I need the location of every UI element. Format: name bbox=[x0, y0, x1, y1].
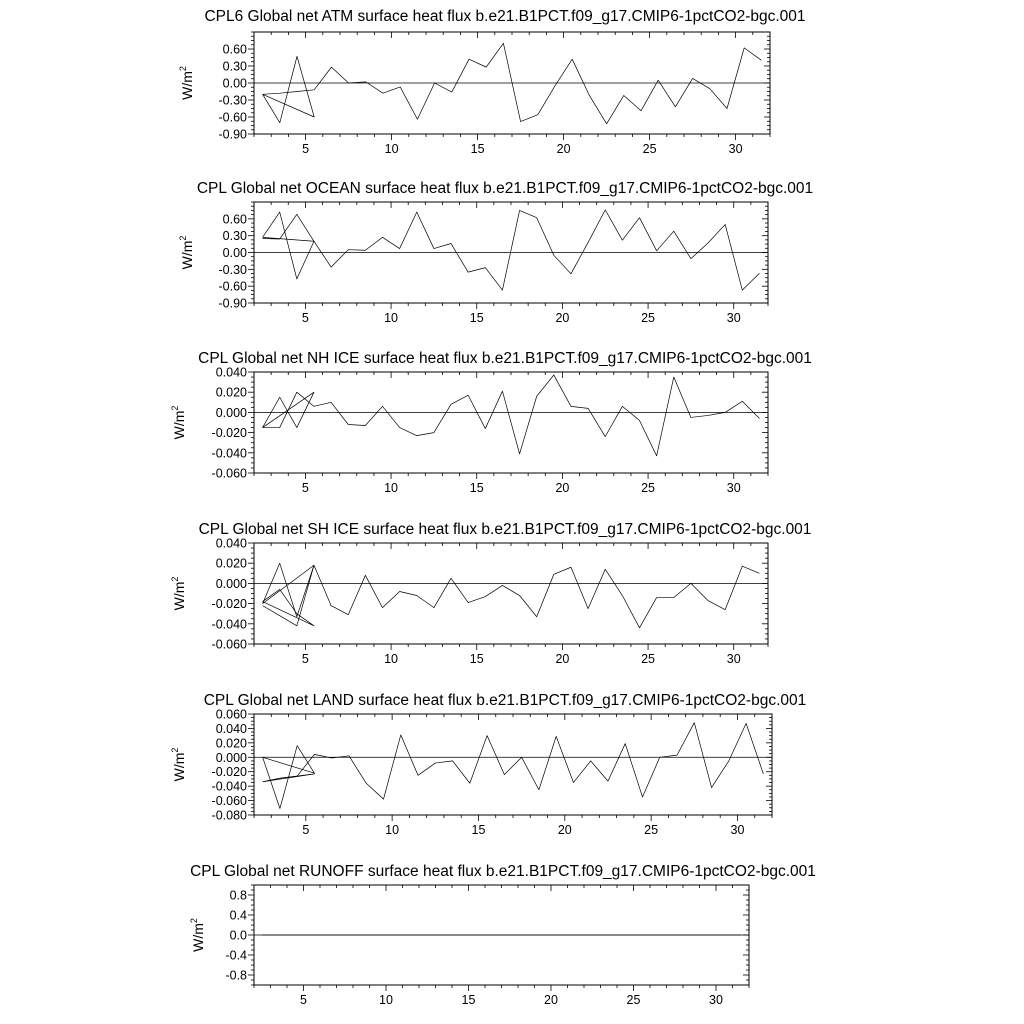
y-tick-label: 0.0 bbox=[229, 928, 247, 943]
panel-title: CPL Global net NH ICE surface heat flux b.e21.B1PCT.f09_g17.CMIP6-1pctCO2-bgc.001 bbox=[198, 350, 812, 367]
y-tick-label: 0.000 bbox=[215, 750, 247, 765]
y-tick-label: 0.000 bbox=[215, 576, 247, 591]
y-tick-label: -0.060 bbox=[211, 466, 247, 481]
x-tick-label: 10 bbox=[385, 823, 400, 837]
series-line-1 bbox=[263, 212, 314, 279]
y-tick-label: 0.30 bbox=[222, 229, 247, 244]
x-tick-label: 15 bbox=[471, 823, 486, 837]
x-tick-label: 15 bbox=[469, 652, 484, 666]
y-tick-label: 0.00 bbox=[222, 246, 247, 260]
x-tick-label: 5 bbox=[301, 481, 309, 495]
x-tick-label: 20 bbox=[555, 311, 570, 325]
series-line-1 bbox=[263, 563, 314, 617]
plot-frame bbox=[254, 543, 768, 644]
y-tick-label: 0.60 bbox=[222, 42, 247, 57]
y-tick-label: -0.080 bbox=[211, 808, 247, 823]
y-tick-label: -0.60 bbox=[218, 110, 247, 125]
x-tick-label: 10 bbox=[384, 652, 399, 666]
panel-1 bbox=[178, 8, 806, 156]
y-tick-label: 0.8 bbox=[229, 888, 247, 903]
y-tick-label: 0.020 bbox=[215, 385, 247, 400]
plot-frame bbox=[254, 714, 772, 815]
x-tick-label: 5 bbox=[302, 142, 310, 156]
y-tick-label: -0.4 bbox=[225, 948, 247, 963]
y-tick-label: -0.30 bbox=[218, 93, 247, 108]
y-tick-label: 0.020 bbox=[215, 736, 247, 751]
panel-title: CPL Global net LAND surface heat flux b.e21.B1PCT.f09_g17.CMIP6-1pctCO2-bgc.001 bbox=[203, 692, 807, 709]
series-line-3 bbox=[263, 723, 764, 799]
x-tick-label: 30 bbox=[726, 311, 741, 325]
panel-2 bbox=[178, 180, 813, 325]
y-tick-label: -0.040 bbox=[211, 446, 247, 461]
panel-4 bbox=[170, 521, 811, 666]
panel-title: CPL6 Global net ATM surface heat flux b.e21.B1PCT.f09_g17.CMIP6-1pctCO2-bgc.001 bbox=[204, 8, 806, 25]
panel-title: CPL Global net RUNOFF surface heat flux b.e21.B1PCT.f09_g17.CMIP6-1pctCO2-bgc.001 bbox=[190, 863, 816, 880]
panel-title: CPL Global net SH ICE surface heat flux b.e21.B1PCT.f09_g17.CMIP6-1pctCO2-bgc.001 bbox=[198, 521, 812, 538]
y-axis-label: $W/m^2$ bbox=[178, 66, 195, 100]
panel-5 bbox=[170, 692, 806, 837]
x-tick-label: 5 bbox=[301, 652, 309, 666]
panel-6 bbox=[189, 863, 816, 1007]
x-tick-label: 20 bbox=[555, 652, 570, 666]
y-axis-label: $W/m^2$ bbox=[170, 405, 187, 440]
y-axis-label: $W/m^2$ bbox=[189, 918, 206, 952]
x-tick-label: 15 bbox=[461, 993, 476, 1007]
y-axis-label: $W/m^2$ bbox=[170, 747, 187, 782]
x-tick-label: 5 bbox=[301, 311, 309, 325]
panel-title: CPL Global net OCEAN surface heat flux b.e21.B1PCT.f09_g17.CMIP6-1pctCO2-bgc.001 bbox=[196, 180, 814, 197]
x-tick-label: 15 bbox=[469, 311, 484, 325]
y-tick-label: -0.020 bbox=[211, 765, 247, 780]
x-tick-label: 15 bbox=[469, 481, 484, 495]
x-tick-label: 20 bbox=[555, 481, 570, 495]
series-line-2 bbox=[263, 589, 314, 625]
y-tick-label: -0.60 bbox=[218, 279, 247, 294]
y-tick-label: 0.4 bbox=[229, 908, 247, 923]
y-tick-label: 0.040 bbox=[215, 365, 247, 380]
y-tick-label: 0.020 bbox=[215, 556, 247, 571]
y-tick-label: -0.8 bbox=[225, 968, 247, 983]
series-line-1 bbox=[263, 56, 315, 122]
x-tick-label: 20 bbox=[557, 823, 572, 837]
x-tick-label: 25 bbox=[641, 311, 656, 325]
y-tick-label: -0.020 bbox=[211, 597, 247, 612]
y-tick-label: 0.060 bbox=[215, 707, 247, 722]
series-line-2 bbox=[263, 43, 762, 123]
x-tick-label: 5 bbox=[302, 823, 310, 837]
y-tick-label: -0.020 bbox=[211, 426, 247, 441]
y-axis-label: $W/m^2$ bbox=[178, 235, 195, 270]
y-tick-label: -0.040 bbox=[211, 617, 247, 632]
y-tick-label: -0.060 bbox=[211, 794, 247, 809]
series-line-2 bbox=[263, 774, 315, 782]
panel-3 bbox=[170, 350, 812, 495]
y-tick-label: 0.00 bbox=[222, 76, 247, 91]
x-tick-label: 25 bbox=[641, 481, 656, 495]
y-tick-label: 0.040 bbox=[215, 536, 247, 551]
x-tick-label: 10 bbox=[384, 481, 399, 495]
x-tick-label: 25 bbox=[626, 993, 641, 1007]
x-tick-label: 30 bbox=[726, 652, 741, 666]
y-axis-label: $W/m^2$ bbox=[170, 576, 187, 611]
x-tick-label: 30 bbox=[726, 481, 741, 495]
y-tick-label: 0.30 bbox=[222, 59, 247, 74]
x-tick-label: 25 bbox=[642, 142, 657, 156]
x-tick-label: 30 bbox=[709, 993, 723, 1007]
y-tick-label: -0.30 bbox=[218, 262, 247, 277]
x-tick-label: 25 bbox=[641, 652, 656, 666]
x-tick-label: 10 bbox=[384, 311, 399, 325]
series-line-2 bbox=[263, 375, 760, 456]
y-tick-label: -0.040 bbox=[211, 779, 247, 794]
series-line-2 bbox=[263, 210, 760, 290]
series-line-3 bbox=[263, 565, 760, 628]
y-tick-label: 0.040 bbox=[215, 721, 247, 736]
x-tick-label: 15 bbox=[470, 142, 485, 156]
x-tick-label: 25 bbox=[644, 823, 659, 837]
x-tick-label: 30 bbox=[730, 823, 745, 837]
y-tick-label: -0.060 bbox=[211, 637, 247, 652]
x-tick-label: 5 bbox=[300, 993, 307, 1007]
x-tick-label: 20 bbox=[544, 993, 558, 1007]
x-tick-label: 10 bbox=[384, 142, 399, 156]
x-tick-label: 10 bbox=[379, 993, 393, 1007]
y-tick-label: 0.000 bbox=[215, 405, 247, 420]
x-tick-label: 20 bbox=[556, 142, 571, 156]
y-tick-label: -0.90 bbox=[218, 296, 247, 311]
y-tick-label: 0.60 bbox=[222, 212, 247, 227]
y-tick-label: -0.90 bbox=[218, 127, 247, 142]
x-tick-label: 30 bbox=[728, 142, 743, 156]
